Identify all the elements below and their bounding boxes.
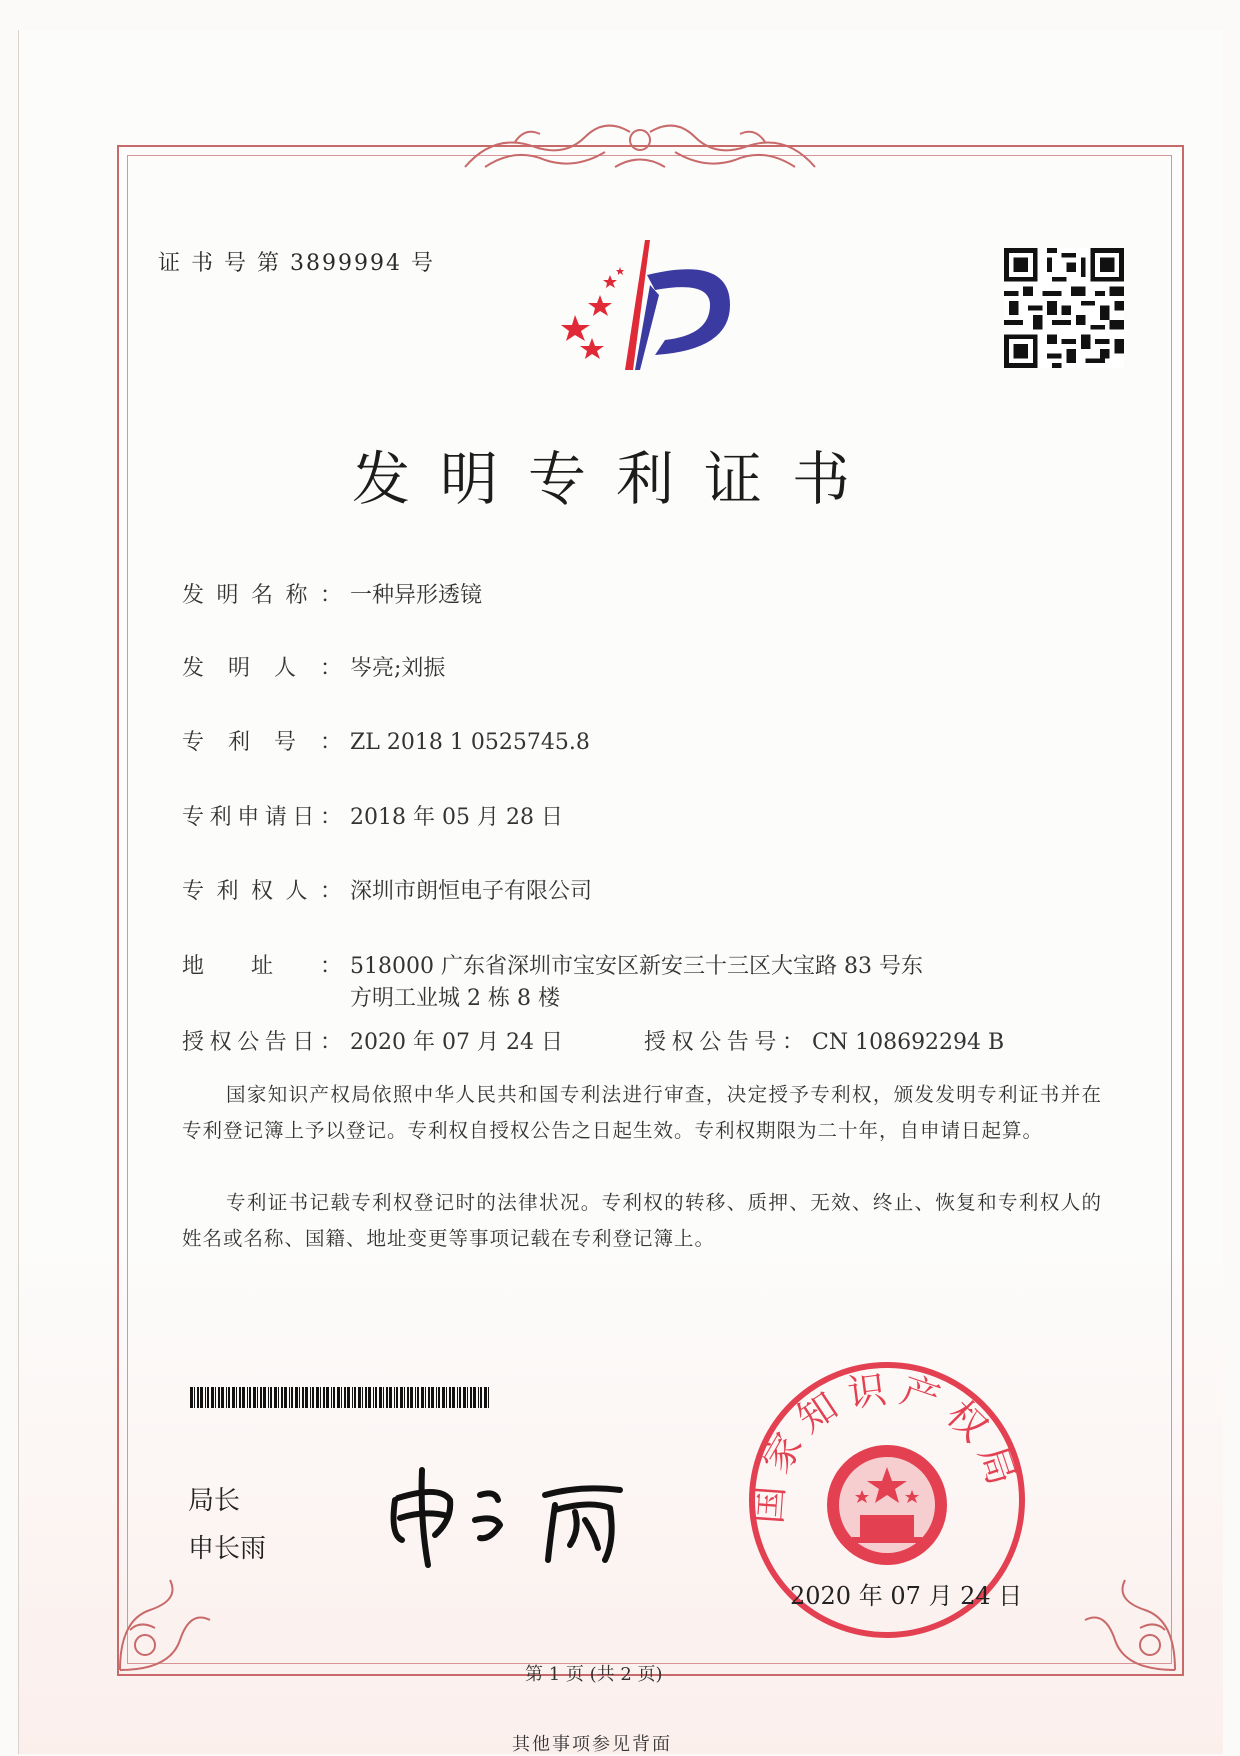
qr-code-icon — [1004, 248, 1124, 368]
field-invention-name — [182, 578, 482, 609]
field-value: 深圳市朗恒电子有限公司 — [350, 879, 593, 904]
director-name: 申长雨 — [188, 1534, 267, 1564]
barcode-icon — [190, 1387, 495, 1408]
field-application-date — [182, 800, 563, 831]
top-ornament-icon — [455, 112, 825, 182]
field-address-line2: 方明工业城 2 栋 8 楼 — [350, 986, 560, 1011]
field-value: 2018 年 05 月 28 日 — [350, 805, 563, 830]
statement-paragraph: 专利证书记载专利权登记时的法律状况。专利权的转移、质押、无效、终止、恢复和专利权人的姓名或名称、国籍、地址变更等事项记载在专利登记簿上。 — [182, 1191, 1102, 1250]
director-title: 局长 — [188, 1486, 241, 1516]
field-grant-number — [644, 1025, 1004, 1056]
director-signature — [380, 1460, 660, 1570]
seal-date: 2020 年 07 月 24 日 — [790, 1582, 1023, 1610]
field-value: 518000 广东省深圳市宝安区新安三十三区大宝路 83 号东 — [350, 954, 923, 979]
field-patent-number — [182, 725, 590, 756]
seal-text: 国家知识产权局 — [745, 1366, 1028, 1526]
field-inventors — [182, 651, 445, 682]
page-number: 第 1 页 (共 2 页) — [525, 1664, 663, 1685]
field-label: 专利权人： — [182, 879, 342, 904]
cnipa-logo-icon — [555, 235, 740, 375]
field-label: 专利号： — [182, 730, 342, 755]
field-address — [182, 949, 923, 980]
corner-ornament-icon — [110, 1560, 230, 1680]
field-label: 发明人： — [182, 656, 342, 681]
field-label: 授权公告日： — [182, 1030, 342, 1055]
page-title: 发明专利证书 — [352, 445, 881, 513]
footer-note: 其他事项参见背面 — [512, 1734, 672, 1755]
field-label: 发明名称： — [182, 583, 342, 608]
field-label: 授权公告号： — [644, 1030, 804, 1055]
field-grant-date — [182, 1025, 563, 1056]
field-label: 地址： — [182, 954, 342, 979]
corner-ornament-icon — [1065, 1560, 1185, 1680]
certificate-number: 证 书 号 第 3899994 号 — [158, 251, 435, 276]
field-value: 2020 年 07 月 24 日 — [350, 1030, 563, 1055]
statement-paragraph: 国家知识产权局依照中华人民共和国专利法进行审查，决定授予专利权，颁发发明专利证书并在专利登记簿上予以登记。专利权自授权公告之日起生效。专利权期限为二十年，自申请日起算。 — [182, 1083, 1102, 1142]
field-patentee — [182, 874, 592, 905]
field-value: CN 108692294 B — [812, 1030, 1005, 1055]
field-label: 专利申请日： — [182, 805, 342, 830]
field-value: ZL 2018 1 0525745.8 — [350, 730, 590, 755]
field-value: 岑亮;刘振 — [350, 656, 446, 681]
field-value: 一种异形透镜 — [350, 583, 483, 608]
